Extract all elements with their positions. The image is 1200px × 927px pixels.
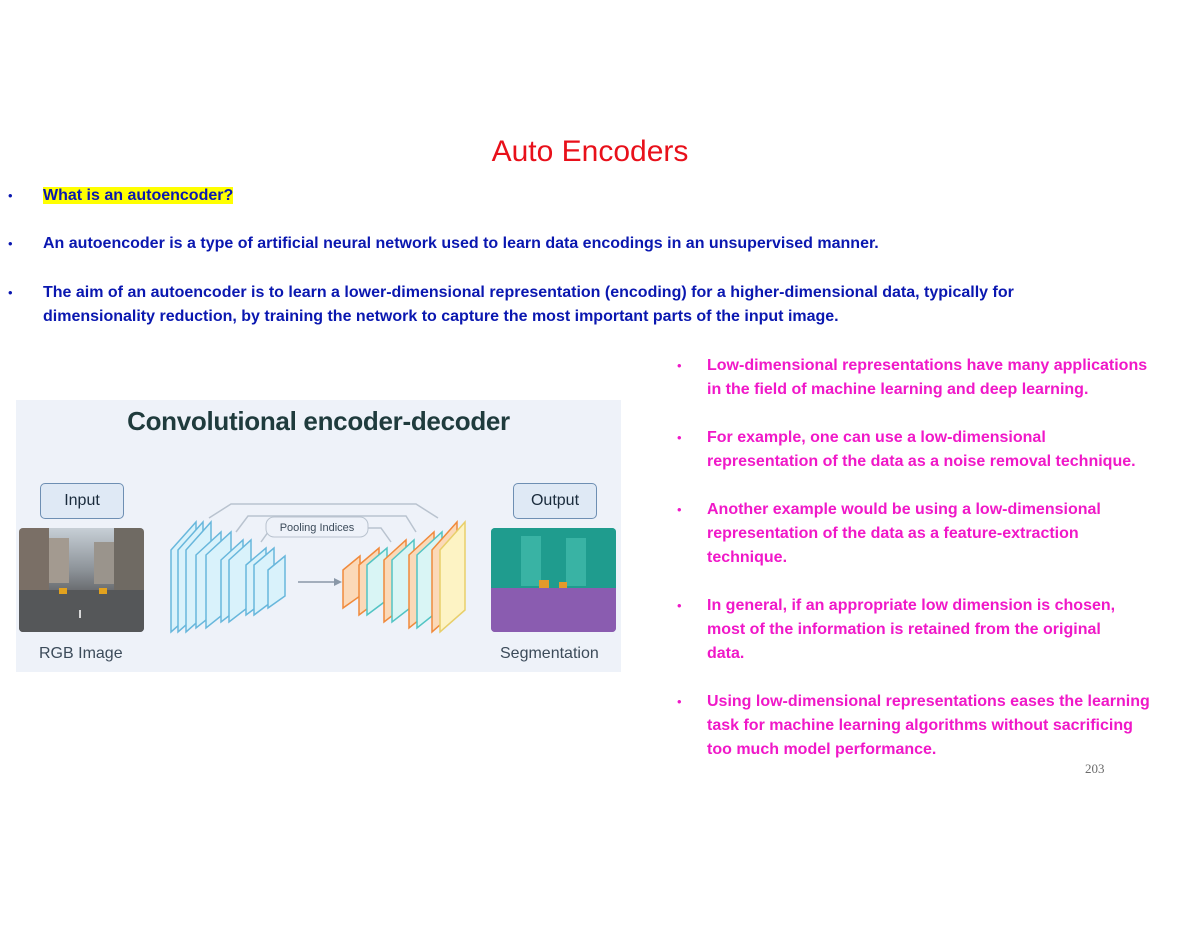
bullet-dot: • <box>677 598 682 613</box>
bullet-line: technique. <box>707 549 788 566</box>
app-bullet-1 <box>677 354 1148 402</box>
bullet-definition <box>8 232 879 256</box>
output-label: Output <box>513 483 597 519</box>
bullet-line: Another example would be using a low-dimensional <box>707 501 1101 518</box>
aim-line-1: The aim of an autoencoder is to learn a lower-dimensional representation (encoding) for a higher-dimensional data, typically for <box>43 284 1014 301</box>
decoder-layers <box>343 522 465 632</box>
figure-title: Convolutional encoder-decoder <box>127 406 510 436</box>
bullet-line: Using low-dimensional representations eases the learning <box>707 693 1150 710</box>
bullet-line: in the field of machine learning and deep learning. <box>707 381 1089 398</box>
bullet-line: task for machine learning algorithms without sacrificing <box>707 717 1133 734</box>
network-diagram <box>16 400 621 672</box>
bullet-line: most of the information is retained from the original <box>707 621 1101 638</box>
bullet-aim <box>8 281 1014 329</box>
app-bullet-4 <box>677 594 1116 666</box>
bullet-line: For example, one can use a low-dimensional <box>707 429 1046 446</box>
bullet-line: representation of the data as a noise removal technique. <box>707 453 1136 470</box>
bullet-dot: • <box>8 285 13 300</box>
input-label: Input <box>40 483 124 519</box>
page-number: 203 <box>1085 761 1105 776</box>
question-text: What is an autoencoder? <box>43 187 234 204</box>
slide-title: Auto Encoders <box>491 135 689 168</box>
app-bullet-2 <box>677 426 1136 474</box>
rgb-caption: RGB Image <box>39 645 123 662</box>
bullet-line: data. <box>707 645 745 662</box>
bullet-dot: • <box>677 502 682 517</box>
definition-text: An autoencoder is a type of artificial neural network used to learn data encodings in an unsupervised manner. <box>43 235 879 252</box>
encoder-layers <box>171 522 285 632</box>
bullet-dot: • <box>677 694 682 709</box>
pooling-indices-label: Pooling Indices <box>279 522 355 534</box>
bullet-line: too much model performance. <box>707 741 937 758</box>
bullet-question <box>8 184 234 208</box>
app-bullet-5 <box>677 690 1150 762</box>
bullet-dot: • <box>677 358 682 373</box>
bullet-dot: • <box>677 430 682 445</box>
bullet-dot: • <box>8 236 13 251</box>
encoder-decoder-figure <box>16 400 621 672</box>
aim-line-2: dimensionality reduction, by training the network to capture the most important parts of the input image. <box>43 308 839 325</box>
segmentation-caption: Segmentation <box>500 645 599 662</box>
bullet-line: In general, if an appropriate low dimension is chosen, <box>707 597 1116 614</box>
bullet-dot: • <box>8 188 13 203</box>
bullet-line: representation of the data as a feature-extraction <box>707 525 1079 542</box>
bullet-line: Low-dimensional representations have many applications <box>707 357 1148 374</box>
app-bullet-3 <box>677 498 1101 570</box>
